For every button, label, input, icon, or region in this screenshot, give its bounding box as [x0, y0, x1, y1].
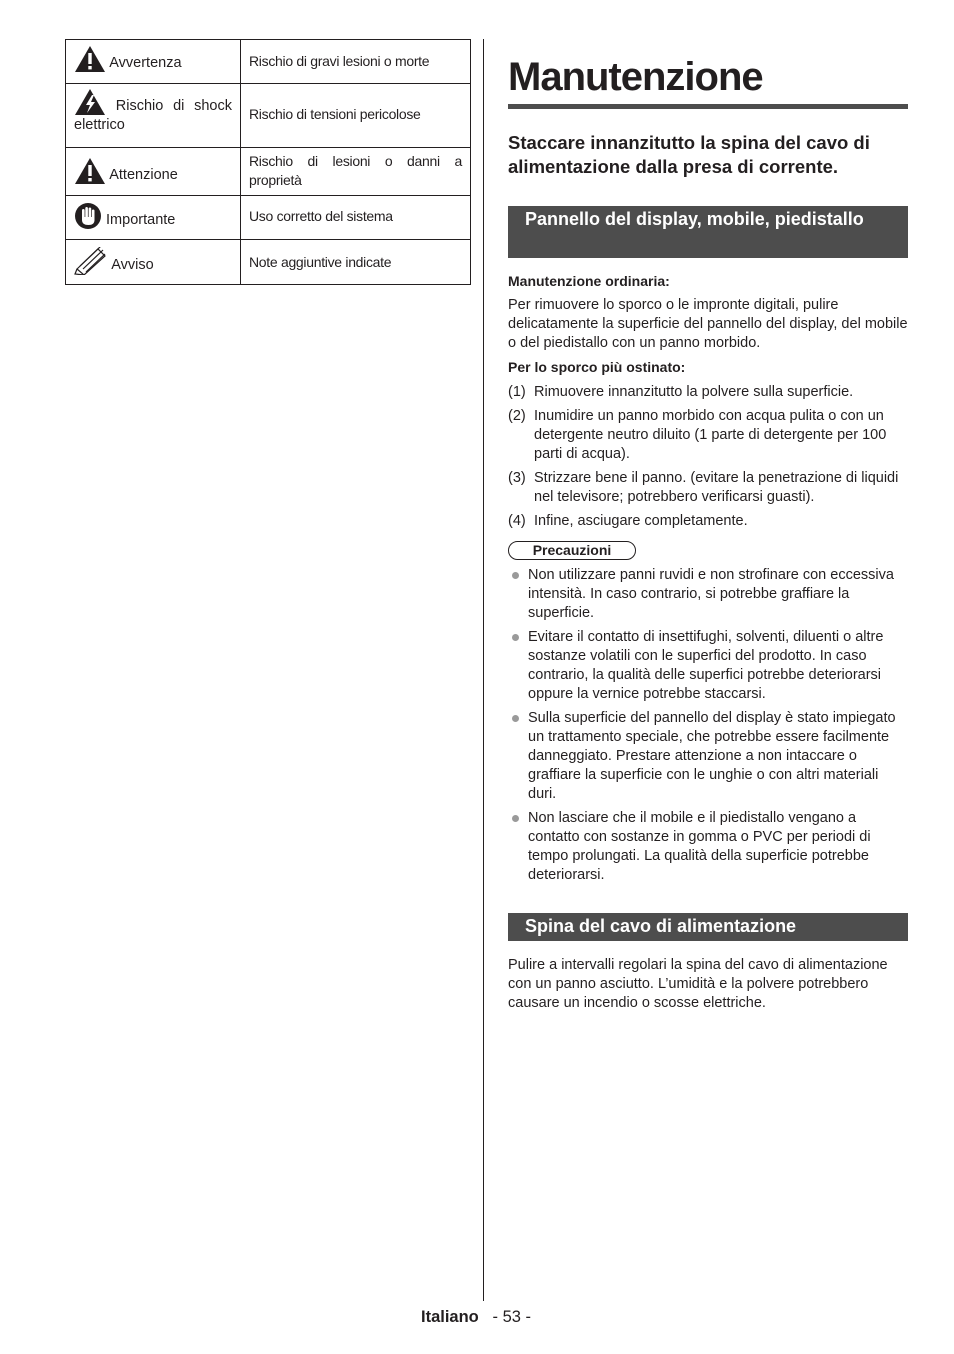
- symbol-row: [66, 148, 471, 196]
- list-item: (1) Rimuovere innanzitutto la polvere sulla superficie.: [508, 384, 854, 400]
- symbol-row: [66, 40, 471, 84]
- symbol-row: [66, 240, 471, 285]
- title-underline: [508, 104, 908, 109]
- precautions-badge: Precauzioni: [508, 541, 636, 560]
- symbol-label: Rischio di shock elettrico: [74, 98, 232, 133]
- list-item: (4) Infine, asciugare completamente.: [508, 513, 748, 529]
- bullet-icon: [512, 815, 519, 822]
- bullet-icon: [512, 634, 519, 641]
- symbol-description: Note aggiuntive indicate: [249, 254, 392, 270]
- symbol-description: Rischio di lesioni o danni a proprietà: [249, 153, 462, 188]
- section-heading-display: [508, 206, 908, 258]
- page-number: - 53 -: [492, 1308, 532, 1326]
- lead-instruction: Staccare innanzitutto la spina del cavo di alimentazione dalla presa di corrente.: [508, 132, 870, 177]
- symbol-label: Importante: [106, 212, 176, 228]
- list-item: Non utilizzare panni ruvidi e non strofinare con eccessiva intensità. In caso contrario, si potrebbe graffiare la superficie.: [508, 566, 908, 623]
- list-item: (3) Strizzare bene il panno. (evitare la penetrazione di liquidi nel televisore; potrebbero verificarsi guasti).: [508, 470, 899, 505]
- symbol-label: Avvertenza: [109, 55, 182, 71]
- list-item: (2) Inumidire un panno morbido con acqua pulita o con un detergente neutro diluito (1 parte di detergente per 100 parti di acqua).: [508, 408, 887, 462]
- list-item: Non lasciare che il mobile e il piedistallo vengano a contatto con sostanze in gomma o PVC per periodi di tempo prolungati. La qualità della superficie potrebbe deteriorarsi.: [508, 809, 908, 885]
- list-item: Sulla superficie del pannello del display è stato impiegato un trattamento speciale, che potrebbe essere facilmente danneggiato. Prestare attenzione a non intaccare o graffiare la superficie con le unghie o con altri materiali duri.: [508, 709, 908, 804]
- symbol-legend-table: [65, 39, 471, 285]
- column-divider: [483, 39, 484, 1301]
- pencil-icon: [74, 247, 108, 275]
- page-footer: [421, 1307, 531, 1327]
- stubborn-dirt-label: Per lo sporco più ostinato:: [508, 359, 686, 375]
- section-heading-text: Spina del cavo di alimentazione: [525, 916, 797, 936]
- section-heading-power-plug: [508, 913, 908, 941]
- bullet-icon: [512, 572, 519, 579]
- symbol-description: Rischio di gravi lesioni o morte: [249, 53, 430, 69]
- symbol-row: [66, 84, 471, 148]
- symbol-description: Uso corretto del sistema: [249, 208, 393, 224]
- section-heading-text: Pannello del display, mobile, piedistallo: [525, 209, 864, 229]
- footer-language: Italiano: [421, 1308, 479, 1326]
- routine-maintenance-label: Manutenzione ordinaria:: [508, 273, 670, 289]
- caution-triangle-icon: [74, 157, 106, 185]
- symbol-row: [66, 196, 471, 240]
- list-item: Evitare il contatto di insettifughi, solventi, diluenti o altre sostanze volatili con le superfici del prodotto. In caso contrario, la qualità delle superfici potrebbe deteriorarsi oppure la vernice potrebbe staccarsi.: [508, 628, 908, 704]
- page-title: Manutenzione: [508, 55, 763, 99]
- symbol-label: Attenzione: [109, 167, 178, 183]
- cleaning-steps-list: [508, 383, 908, 536]
- symbol-description: Rischio di tensioni pericolose: [249, 106, 421, 122]
- symbol-label: Avviso: [111, 257, 154, 273]
- routine-maintenance-text: Per rimuovere lo sporco o le impronte digitali, pulire delicatamente la superficie del pannello del display, del mobile o del piedistallo con un panno morbido.: [508, 297, 908, 351]
- warning-triangle-icon: [74, 45, 106, 73]
- stop-hand-icon: [74, 202, 102, 230]
- precautions-list: [508, 566, 908, 890]
- bullet-icon: [512, 715, 519, 722]
- electric-shock-icon: [74, 88, 106, 116]
- power-plug-text: Pulire a intervalli regolari la spina del cavo di alimentazione con un panno asciutto. L’umidità e la polvere potrebbero causare un incendio o scosse elettriche.: [508, 957, 888, 1011]
